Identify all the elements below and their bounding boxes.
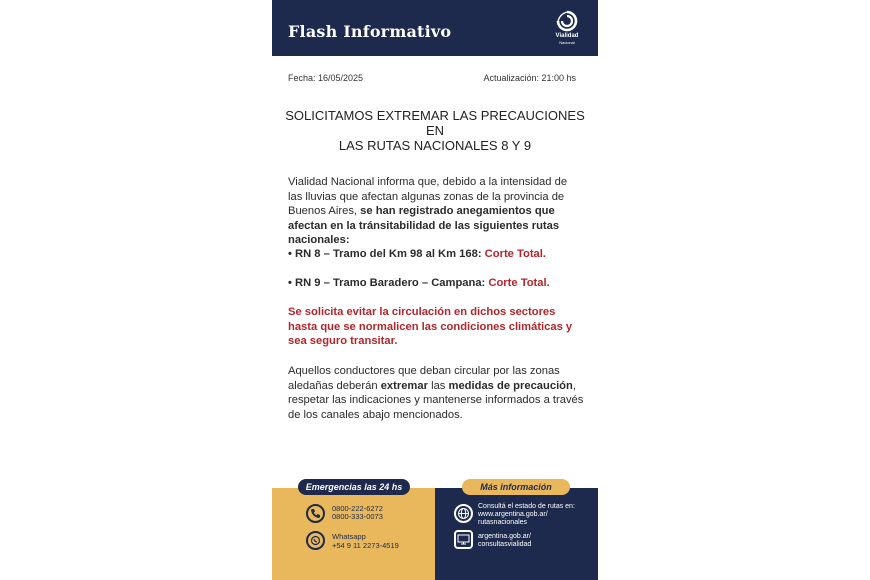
- web-icon: [454, 530, 473, 549]
- route-rn8-status: Corte Total.: [484, 248, 546, 260]
- intro-paragraph: [288, 175, 584, 248]
- route-item-rn9: [288, 276, 584, 291]
- flash-informativo-card: [272, 0, 598, 580]
- vialidad-logo-icon: [554, 10, 580, 32]
- route-item-rn8: [288, 247, 584, 262]
- logo-name: Vialidad: [555, 33, 579, 39]
- closing-bold-extremar: extremar: [380, 379, 428, 392]
- headline-line-2: LAS RUTAS NACIONALES 8 Y 9: [338, 138, 532, 153]
- info-url-line-1[interactable]: www.argentina.gob.ar/: [478, 511, 548, 518]
- emergencias-badge: Emergencias las 24 hs: [298, 479, 410, 495]
- emergency-phone-1[interactable]: 0800-222-6272: [332, 504, 383, 513]
- closing-text-e: , respetar las indicaciones y mantenerse informados a través de los canales abajo mencionados.: [288, 379, 584, 421]
- whatsapp-label: Whatsapp: [332, 532, 366, 541]
- consultas-link-line-2[interactable]: consultasvialidad: [478, 541, 532, 548]
- closing-paragraph: [288, 364, 584, 422]
- publish-date: Fecha: 16/05/2025: [288, 73, 364, 83]
- info-route-status-text: Consultá el estado de rutas en:: [478, 503, 575, 510]
- intro-bold-text: se han registrado anegamientos que afectan en la tránsitabilidad de las siguientes rutas nacionales:: [288, 205, 560, 247]
- update-time: Actualización: 21:00 hs: [483, 73, 576, 83]
- emergency-phone-2[interactable]: 0800-333-0073: [332, 512, 383, 521]
- headline: [282, 108, 588, 153]
- header-bar: [272, 0, 598, 56]
- intro-text: Vialidad Nacional informa que, debido a la intensidad de las lluvias que afectan algunas zonas de la provincia de Buenos Aires,: [288, 176, 568, 218]
- closing-text-c: las: [427, 379, 449, 392]
- logo-sub: Nacional: [559, 40, 575, 45]
- route-rn9-status: Corte Total.: [488, 277, 550, 289]
- vialidad-logo: [550, 10, 584, 50]
- whatsapp-number[interactable]: +54 9 11 2273-4519: [332, 541, 399, 550]
- mas-informacion-badge: Más información: [462, 479, 570, 495]
- headline-line-1: SOLICITAMOS EXTREMAR LAS PRECAUCIONES EN: [285, 108, 585, 138]
- header-title: Flash Informativo: [288, 22, 452, 41]
- route-rn8-text: • RN 8 – Tramo del Km 98 al Km 168:: [288, 248, 485, 260]
- route-rn9-text: • RN 9 – Tramo Baradero – Campana:: [288, 277, 489, 289]
- closing-text-a: Aquellos conductores que deban circular por las zonas aledañas deberán: [288, 365, 560, 392]
- phone-icon: [306, 504, 325, 523]
- warning-paragraph: Se solicita evitar la circulación en dichos sectores hasta que se normalicen las condiciones climáticas y sea seguro transitar.: [288, 306, 573, 348]
- info-url-line-2[interactable]: rutasnacionales: [478, 519, 528, 526]
- whatsapp-icon: [306, 531, 325, 550]
- globe-icon: [454, 504, 473, 523]
- closing-bold-medidas: medidas de precaución: [448, 379, 573, 392]
- consultas-link-line-1[interactable]: argentina.gob.ar/: [478, 533, 531, 540]
